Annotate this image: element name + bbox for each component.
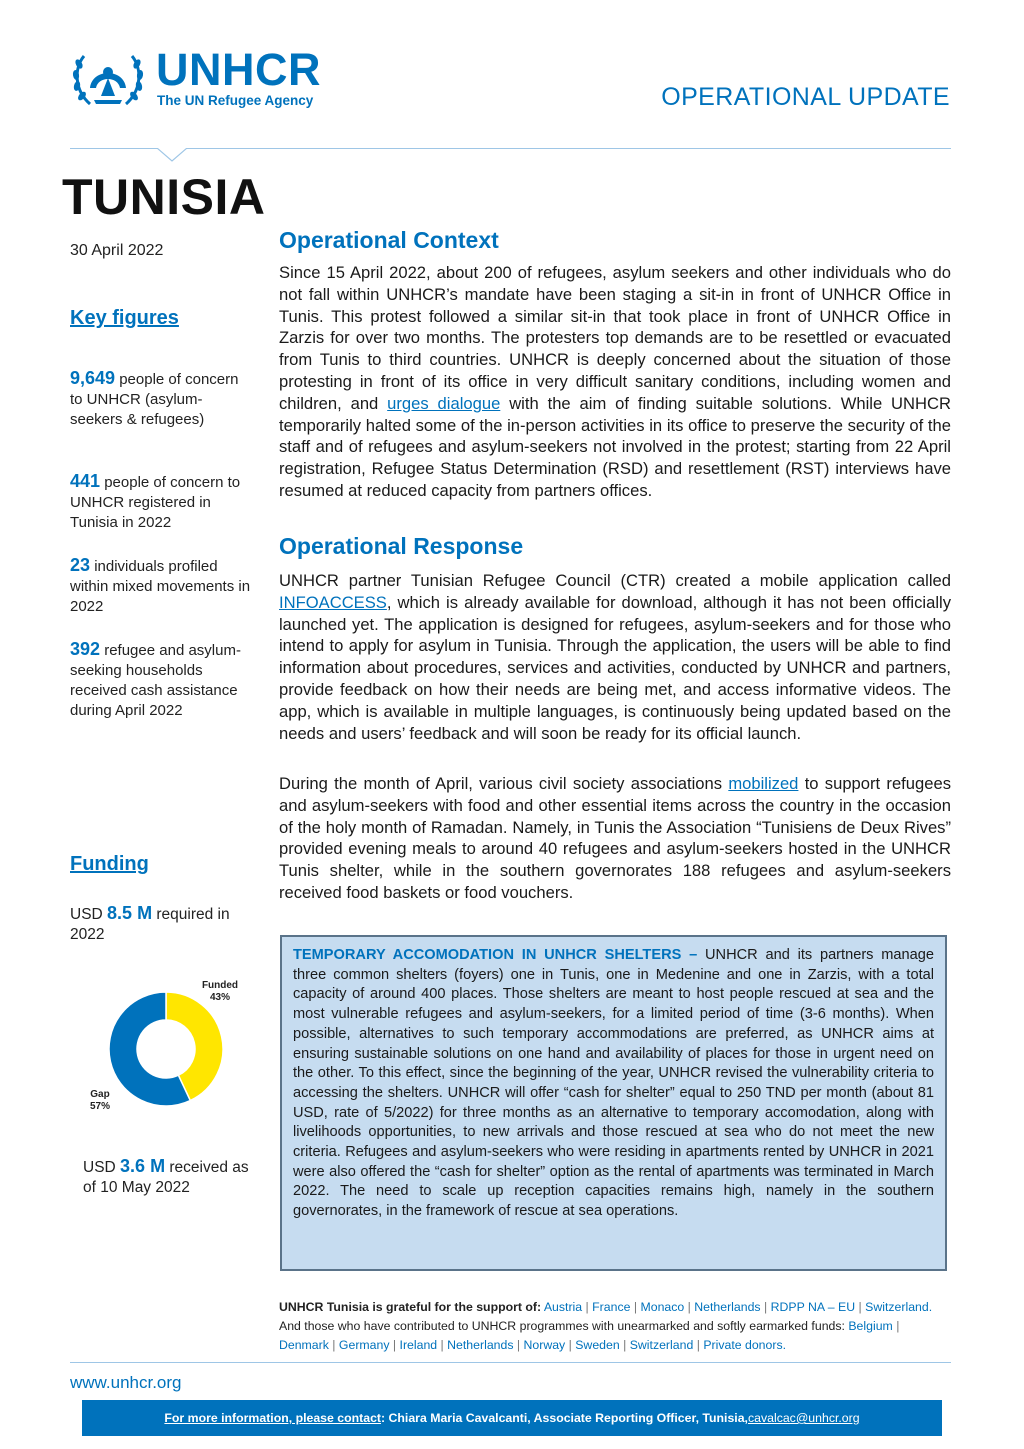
donut-value-funded: 43% xyxy=(209,992,231,1003)
donor-lead: UNHCR Tunisia is grateful for the support of: xyxy=(279,1300,542,1314)
key-figure-value: 392 xyxy=(70,639,101,659)
shelter-paragraph xyxy=(293,946,934,1222)
shelter-highlight-box xyxy=(280,935,947,1271)
key-figure-value: 441 xyxy=(70,471,101,491)
donor-separator: | xyxy=(513,1338,524,1352)
key-figure-text: individuals profiled within mixed movements in 2022 xyxy=(70,558,251,615)
donor-name: France xyxy=(592,1300,631,1314)
response-paragraph xyxy=(279,773,951,904)
donor-acknowledgement xyxy=(279,1298,951,1355)
document-type: OPERATIONAL UPDATE xyxy=(661,83,950,111)
key-figure-text: refugee and asylum-seeking households received cash assistance during April 2022 xyxy=(70,642,241,719)
donor-separator: | xyxy=(630,1300,641,1314)
website-link[interactable]: www.unhcr.org xyxy=(70,1373,182,1392)
donor-name: Switzerland. xyxy=(865,1300,933,1314)
paragraph-text: , which is already available for download, although it has not been officially launched yet. The application is designed for refugees, asylum-seekers and for those who intend to apply for asylum in Tunisia. Through the application, the users will be able to find information about procedures, services and activities, conducted by UNHCR and partners, provide feedback on how their needs are being met, and access informative videos. The app, which is available in multiple languages, is continuously being updated based on the needs and users’ feedback and will soon be ready for its official launch. xyxy=(279,592,951,743)
key-figure-text: people of concern to UNHCR (asylum-seekers & refugees) xyxy=(70,371,239,428)
donor-middle-text: And those who have contributed to UNHCR programmes with unearmarked and softly earmarked funds: xyxy=(279,1319,849,1333)
contact-email-link[interactable]: cavalcac@unhcr.org xyxy=(747,1411,860,1425)
report-date: 30 April 2022 xyxy=(70,242,164,259)
required-prefix: USD xyxy=(70,906,108,923)
footer-divider xyxy=(70,1362,951,1363)
key-figure xyxy=(70,555,255,617)
donor-separator: | xyxy=(693,1338,704,1352)
funding-required xyxy=(70,903,260,945)
donor-separator: | xyxy=(855,1300,866,1314)
urges-dialogue-link[interactable]: urges dialogue xyxy=(387,393,501,413)
contact-text: : Chiara Maria Cavalcanti, Associate Reporting Officer, Tunisia, xyxy=(381,1411,748,1425)
funding-heading: Funding xyxy=(70,853,149,875)
donor-name: Denmark xyxy=(279,1338,329,1352)
donor-separator: | xyxy=(389,1338,400,1352)
header-divider xyxy=(70,148,951,149)
donor-separator: | xyxy=(619,1338,630,1352)
donor-name: Ireland xyxy=(399,1338,438,1352)
donor-name: Austria xyxy=(543,1300,583,1314)
donor-name: Netherlands xyxy=(694,1300,761,1314)
donor-name: Norway xyxy=(523,1338,566,1352)
contact-lead: For more information, please contact xyxy=(164,1411,382,1425)
donor-name: Sweden xyxy=(575,1338,620,1352)
received-amount: 3.6 M xyxy=(120,1156,166,1176)
key-figure xyxy=(70,639,255,721)
donor-separator: | xyxy=(760,1300,771,1314)
page-title: TUNISIA xyxy=(62,169,266,225)
paragraph-text: with the aim of finding suitable solutions. While UNHCR temporarily halted some of the in-person activities in its office to preserve the security of the staff and of refugees and asylum-seekers not involved in the protest; starting from 22 April registration, Refugee Status Determination (RSD) and resettlement (RST) interviews have resumed at reduced capacity from partners offices. xyxy=(279,393,951,500)
paragraph-text: Since 15 April 2022, about 200 of refugees, asylum seekers and other individuals who do not fall within UNHCR’s mandate have been staging a sit-in in front of UNHCR Office in Tunis. This protest followed a similar sit-in that took place in front of UNHCR Office in Zarzis for over two months. The protesters top demands are to be resettled or evacuated from Tunis to third countries. UNHCR is deeply concerned about the situation of those protesting in front of its office in very difficult sanitary conditions, including women and children, and xyxy=(279,263,951,413)
response-paragraph xyxy=(279,570,951,744)
shelter-body: UNHCR and its partners manage three common shelters (foyers) one in Tunis, one in Medenine and one in Zarzis, with a total capacity of around 400 places. Those shelters are meant to host people rescued at sea and the most vulnerable refugees and asylum-seekers, for a limited period of time (3-6 months). When possible, alternatives to such temporary accommodations are preferred, as UNHCR aims at ensuring sustainable solutions on one hand and availability of places for those in urgent need on the other. To this effect, since the beginning of the year, UNHCR revised the vulnerability criteria to accessing the shelters. UNHCR will offer “cash for shelter” equal to 250 TND per month (about 81 USD, rate of 5/2022) for three months as an alternative to temporary accomodation, along with livelihoods opportunities, to new arrivals and those rescued at sea who do not meet the new criteria. Refugees and asylum-seekers who were residing in apartments rented by UNHCR in 2021 were also offered the “cash for shelter” option as the rental of apartments was terminated in March 2022. The need to scale up reception capacities remains high, namely in the southern governorates, in the framework of rescue at sea operations. xyxy=(293,947,934,1220)
donor-name: Monaco xyxy=(640,1300,685,1314)
key-figure-text: people of concern to UNHCR registered in Tunisia in 2022 xyxy=(70,474,241,531)
key-figure-value: 23 xyxy=(70,555,91,575)
shelter-title: TEMPORARY ACCOMODATION IN UNHCR SHELTERS – xyxy=(293,947,698,963)
donor-name: Private donors. xyxy=(703,1338,787,1352)
donor-name: Germany xyxy=(338,1338,390,1352)
paragraph-text: During the month of April, various civil society associations xyxy=(279,774,729,793)
donor-separator: | xyxy=(892,1319,900,1333)
required-amount: 8.5 M xyxy=(107,903,153,923)
funding-donut-chart xyxy=(90,975,260,1125)
contact-bar xyxy=(82,1400,942,1436)
mobilized-link[interactable]: mobilized xyxy=(728,774,799,793)
donut-value-gap: 57% xyxy=(90,1101,111,1112)
donor-separator: | xyxy=(684,1300,695,1314)
operational-context-heading: Operational Context xyxy=(279,227,499,253)
funding-received xyxy=(83,1156,263,1198)
key-figure-value: 9,649 xyxy=(70,368,116,388)
brand-wordmark: UNHCR xyxy=(156,44,321,95)
donor-separator: | xyxy=(437,1338,448,1352)
key-figures-heading: Key figures xyxy=(70,307,179,329)
key-figure xyxy=(70,368,255,430)
donut-label-gap: Gap xyxy=(90,1089,110,1100)
unhcr-logo xyxy=(70,44,350,114)
context-paragraph xyxy=(279,262,951,502)
received-suffix: received as of 10 May 2022 xyxy=(83,1159,249,1196)
brand-tagline: The UN Refugee Agency xyxy=(157,93,314,108)
paragraph-text: UNHCR partner Tunisian Refugee Council (CTR) created a mobile application called xyxy=(279,571,951,590)
donor-name: RDPP NA – EU xyxy=(770,1300,856,1314)
donor-name: Belgium xyxy=(848,1319,893,1333)
donor-separator: | xyxy=(565,1338,576,1352)
donor-separator: | xyxy=(328,1338,339,1352)
key-figure xyxy=(70,471,255,533)
paragraph-text: to support refugees and asylum-seekers with food and other essential items across the country in the occasion of the holy month of Ramadan. Namely, in Tunis the Association “Tunisiens de Deux Rives” provided evening meals to around 40 refugees and asylum-seekers hosted in the UNHCR Tunis shelter, while in the southern governorates 188 refugees and asylum-seekers received food baskets or food vouchers. xyxy=(279,774,951,902)
donut-label-funded: Funded xyxy=(201,980,239,991)
donor-name: Switzerland xyxy=(629,1338,694,1352)
laurel-emblem-icon xyxy=(70,48,146,110)
operational-response-heading: Operational Response xyxy=(279,533,524,559)
received-prefix: USD xyxy=(83,1159,121,1176)
direct-donor-list xyxy=(544,1300,932,1314)
infoaccess-link[interactable]: INFOACCESS xyxy=(279,592,387,612)
required-suffix: required in 2022 xyxy=(70,906,230,943)
divider-notch-icon xyxy=(157,148,187,162)
donor-separator: | xyxy=(582,1300,593,1314)
donor-name: Netherlands xyxy=(447,1338,514,1352)
